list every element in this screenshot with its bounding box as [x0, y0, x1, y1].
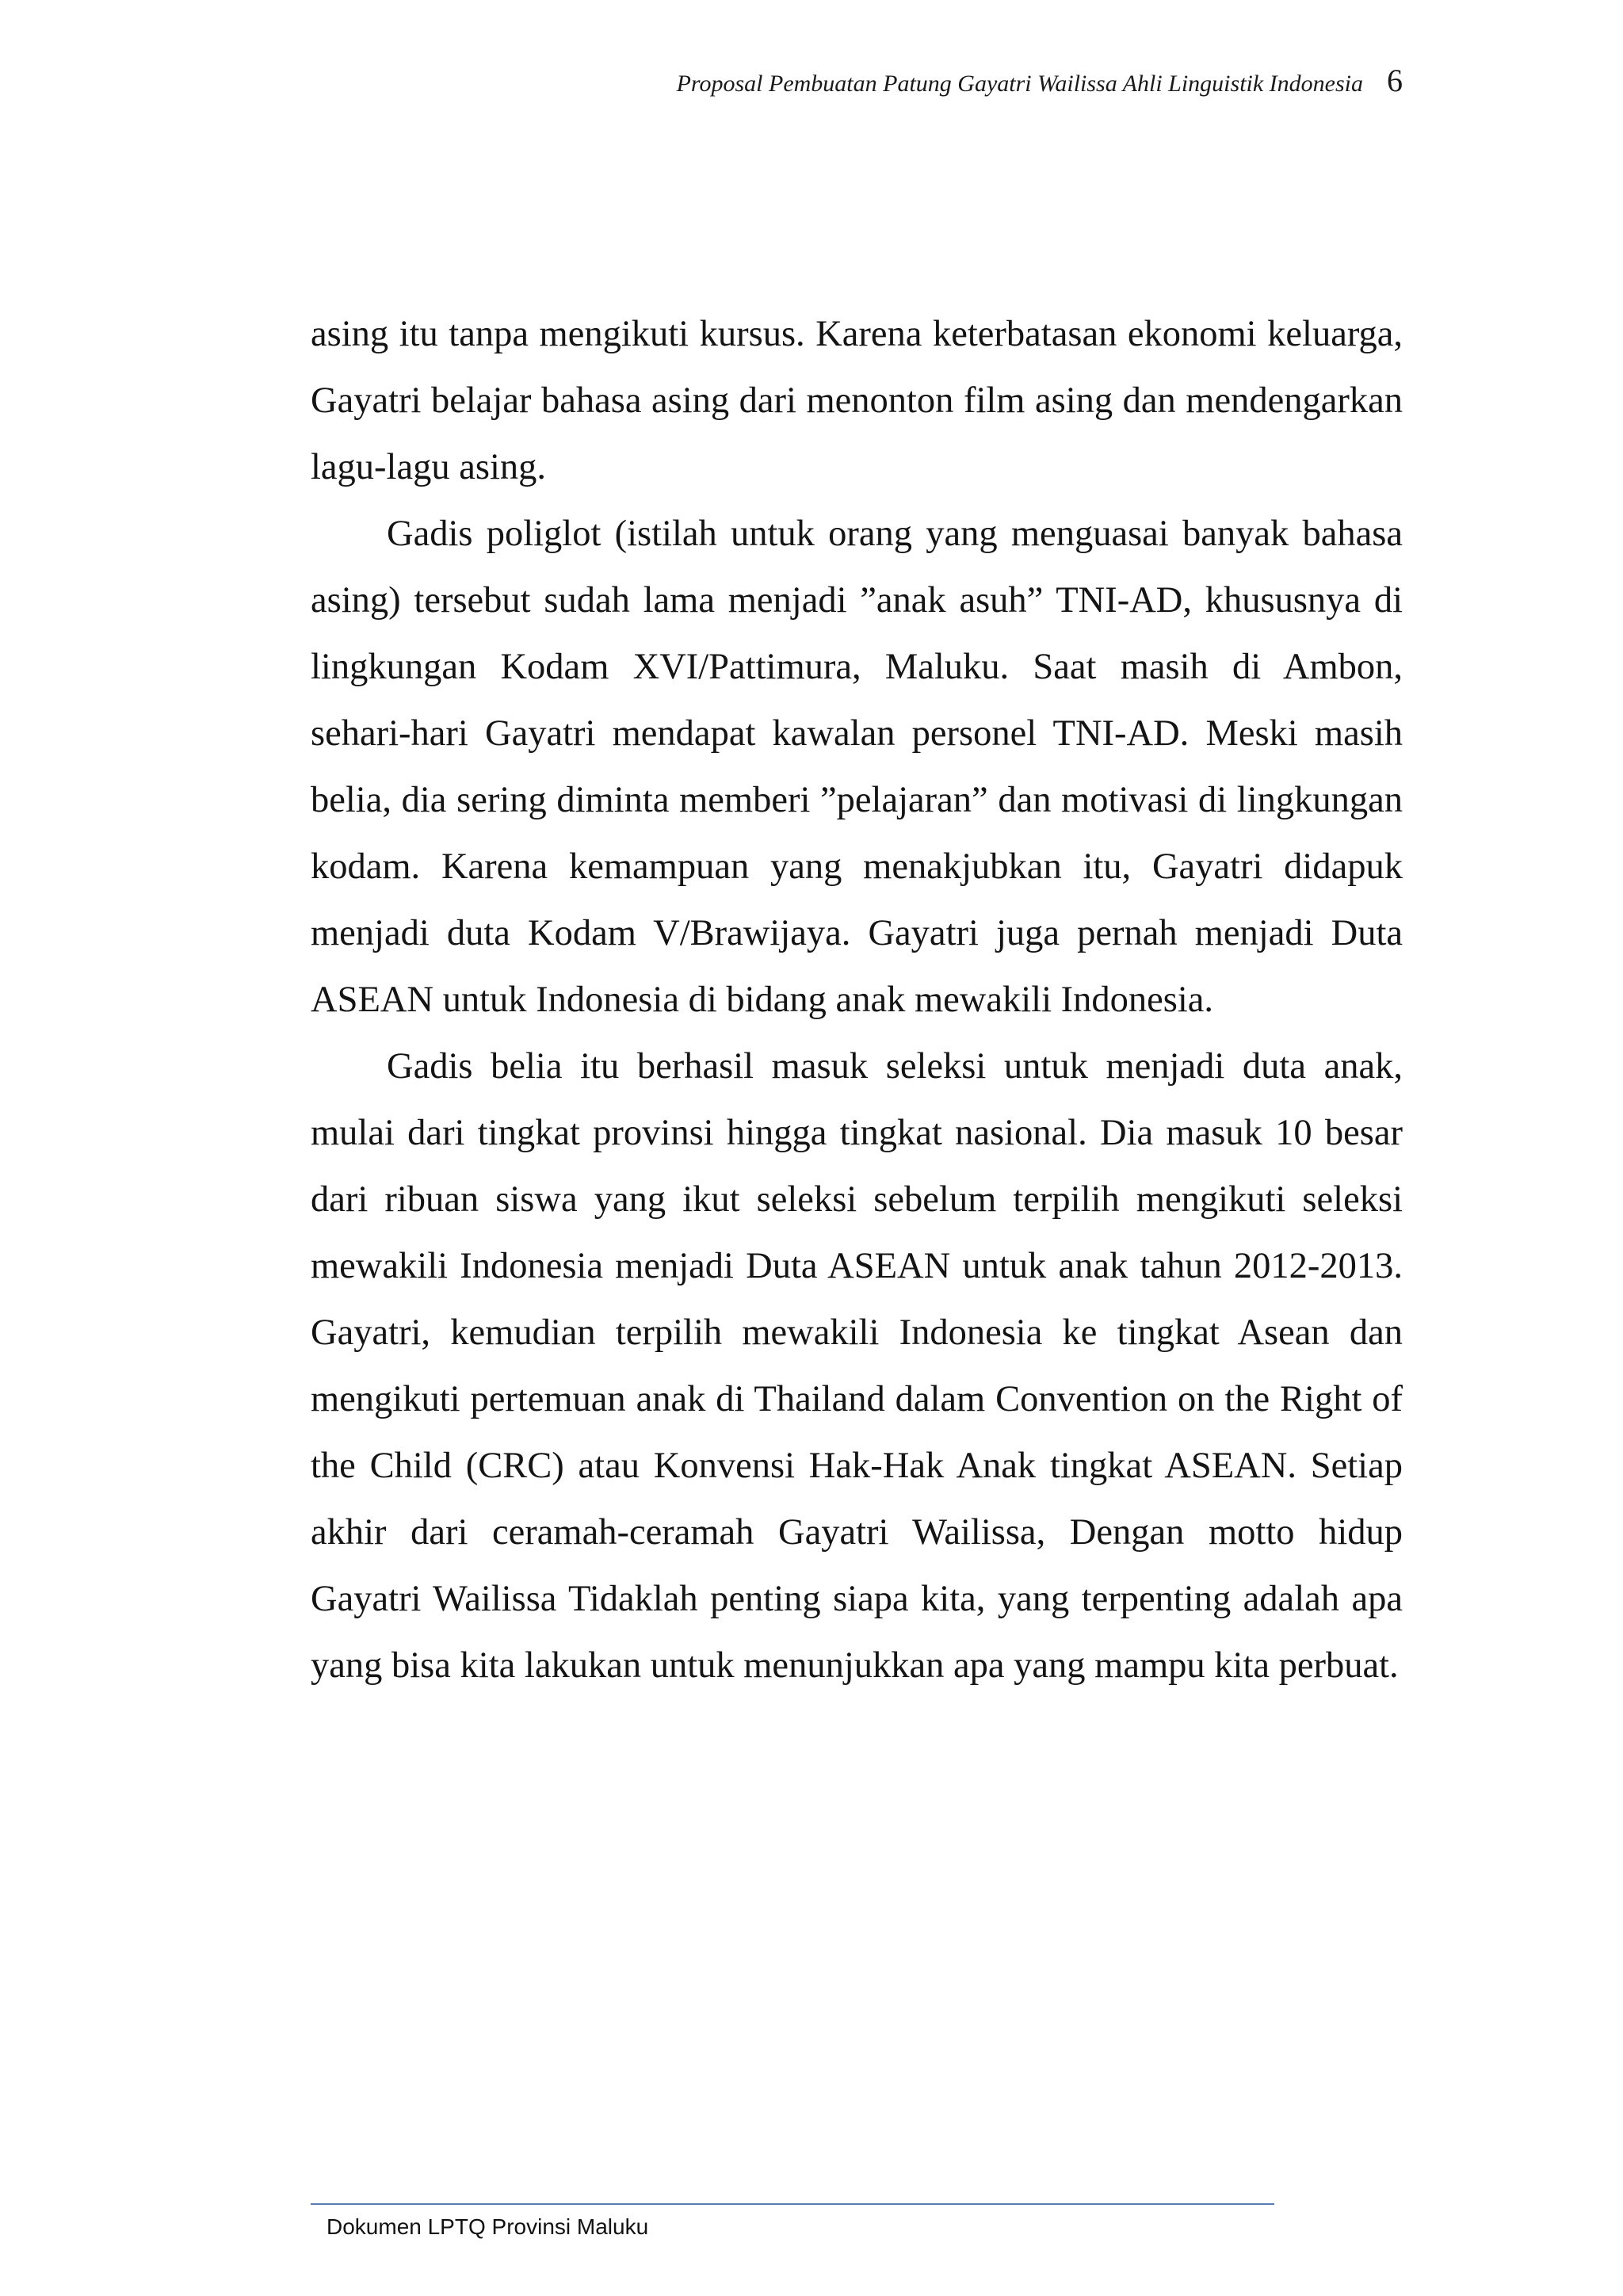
running-header — [135, 62, 1403, 99]
page-number: 6 — [1387, 63, 1403, 98]
paragraph-continuation: asing itu tanpa mengikuti kursus. Karena keterbatasan ekonomi keluarga, Gayatri belajar bahasa asing dari menonton film asing dan mendengarkan lagu-lagu asing. — [311, 314, 1403, 487]
paragraph-polyglot: Gadis poliglot (istilah untuk orang yang menguasai banyak bahasa asing) tersebut sudah lama menjadi ”anak asuh” TNI-AD, khususnya di lingkungan Kodam XVI/Pattimura, Maluku. Saat masih di Ambon, sehari-hari Gayatri mendapat kawalan personel TNI-AD. Meski masih belia, dia sering diminta memberi ”pelajaran” dan motivasi di lingkungan kodam. Karena kemampuan yang menakjubkan itu, Gayatri didapuk menjadi duta Kodam V/Brawijaya. Gayatri juga pernah menjadi Duta ASEAN untuk Indonesia di bidang anak mewakili Indonesia. — [311, 514, 1403, 1020]
header-title: Proposal Pembuatan Patung Gayatri Wailissa Ahli Linguistik Indonesia — [676, 71, 1363, 97]
footer-divider — [311, 2203, 1274, 2205]
document-body — [311, 301, 1403, 1699]
footer-text: Dokumen LPTQ Provinsi Maluku — [327, 2214, 649, 2239]
paragraph-asean-ambassador: Gadis belia itu berhasil masuk seleksi untuk menjadi duta anak, mulai dari tingkat provinsi hingga tingkat nasional. Dia masuk 10 besar dari ribuan siswa yang ikut seleksi sebelum terpilih mengikuti seleksi mewakili Indonesia menjadi Duta ASEAN untuk anak tahun 2012-2013. Gayatri, kemudian terpilih mewakili Indonesia ke tingkat Asean dan mengikuti pertemuan anak di Thailand dalam Convention on the Right of the Child (CRC) atau Konvensi Hak-Hak Anak tingkat ASEAN. Setiap akhir dari ceramah-ceramah Gayatri Wailissa, Dengan motto hidup Gayatri Wailissa Tidaklah penting siapa kita, yang terpenting adalah apa yang bisa kita lakukan untuk menunjukkan apa yang mampu kita perbuat. — [311, 1046, 1403, 1686]
